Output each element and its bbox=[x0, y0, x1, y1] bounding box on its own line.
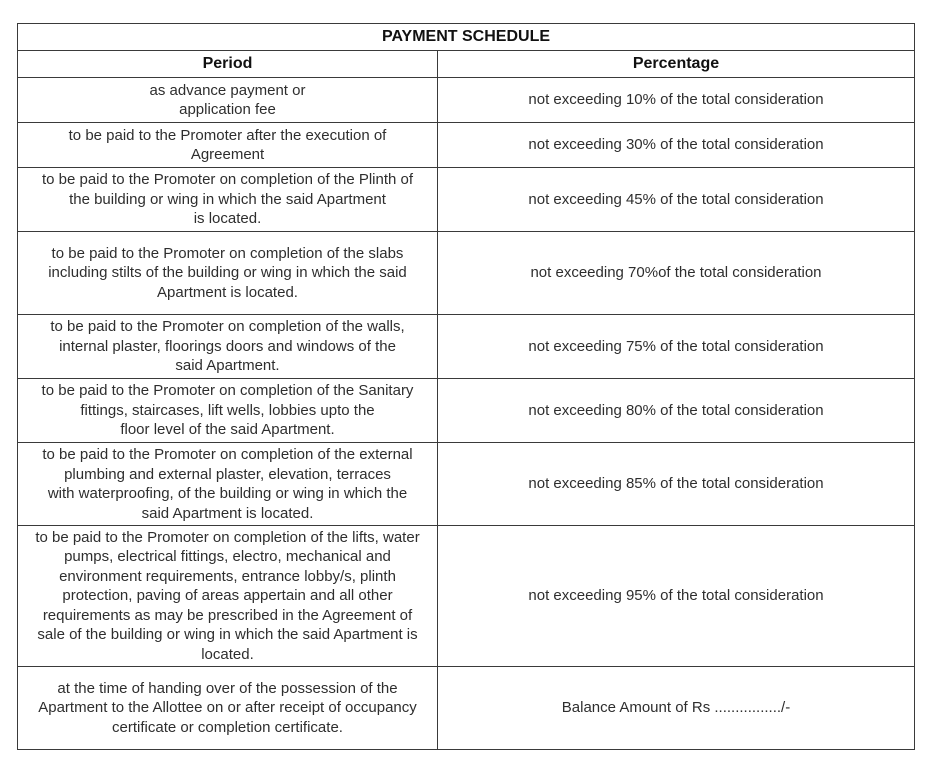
percentage-text: not exceeding 70%of the total consideration bbox=[530, 264, 822, 282]
period-line: floor level of the said Apartment. bbox=[120, 421, 335, 439]
percentage-text: not exceeding 80% of the total consideration bbox=[528, 401, 824, 419]
table-row bbox=[18, 443, 915, 526]
percentage-text: not exceeding 45% of the total consideration bbox=[528, 190, 824, 208]
percentage-cell bbox=[438, 667, 915, 750]
period-line: certificate or completion certificate. bbox=[112, 718, 343, 736]
table-row bbox=[18, 379, 915, 443]
period-line: to be paid to the Promoter on completion of the lifts, water bbox=[35, 528, 420, 546]
period-line: to be paid to the Promoter on completion of the slabs bbox=[51, 244, 404, 262]
period-line: to be paid to the Promoter after the execution of bbox=[68, 126, 387, 144]
percentage-text: not exceeding 75% of the total consideration bbox=[528, 337, 824, 355]
period-line: to be paid to the Promoter on completion of the Plinth of bbox=[41, 171, 414, 189]
period-line: said Apartment is located. bbox=[141, 504, 314, 522]
period-line: protection, paving of areas appertain and all other bbox=[62, 587, 393, 605]
period-line: pumps, electrical fittings, electro, mechanical and bbox=[64, 548, 391, 566]
period-line: to be paid to the Promoter on completion of the external bbox=[42, 446, 413, 463]
period-line: to be paid to the Promoter on completion of the walls, bbox=[50, 318, 405, 336]
period-line: is located. bbox=[193, 210, 262, 228]
percentage-text: not exceeding 30% of the total consideration bbox=[528, 136, 824, 154]
percentage-text: not exceeding 95% of the total consideration bbox=[528, 587, 824, 605]
period-line: with waterproofing, of the building or wing in which the bbox=[47, 485, 408, 502]
period-line: to be paid to the Promoter on completion of the Sanitary bbox=[41, 382, 414, 400]
period-line: sale of the building or wing in which the said Apartment is bbox=[37, 626, 418, 644]
period-line: fittings, staircases, lift wells, lobbies upto the bbox=[80, 401, 375, 419]
table-row bbox=[18, 78, 915, 123]
header-row bbox=[18, 51, 915, 78]
percentage-cell bbox=[438, 168, 915, 232]
percentage-cell bbox=[438, 379, 915, 443]
payment-schedule-table bbox=[17, 23, 915, 750]
percentage-cell bbox=[438, 78, 915, 123]
percentage-cell bbox=[438, 232, 915, 315]
schedule-body bbox=[18, 78, 915, 750]
period-line: the building or wing in which the said Apartment bbox=[69, 190, 386, 208]
period-line: requirements as may be prescribed in the Agreement of bbox=[42, 606, 413, 624]
period-cell bbox=[18, 667, 438, 750]
table-row bbox=[18, 168, 915, 232]
percentage-text: not exceeding 85% of the total consideration bbox=[528, 475, 824, 493]
table-title: PAYMENT SCHEDULE bbox=[18, 24, 915, 51]
percentage-cell bbox=[438, 123, 915, 168]
table-row bbox=[18, 667, 915, 750]
period-cell bbox=[18, 379, 438, 443]
period-line: at the time of handing over of the possession of the bbox=[57, 679, 398, 697]
title-row bbox=[18, 24, 915, 51]
period-line: internal plaster, floorings doors and windows of the bbox=[59, 337, 396, 355]
period-cell bbox=[18, 78, 438, 123]
table-row bbox=[18, 232, 915, 315]
period-cell bbox=[18, 232, 438, 315]
period-cell bbox=[18, 526, 438, 667]
period-line: as advance payment or bbox=[149, 81, 306, 99]
period-line: located. bbox=[201, 645, 254, 663]
period-line: plumbing and external plaster, elevation, terraces bbox=[64, 465, 391, 483]
period-line: Apartment to the Allottee on or after receipt of occupancy bbox=[38, 699, 417, 717]
period-line: environment requirements, entrance lobby/s, plinth bbox=[59, 567, 396, 585]
percentage-cell bbox=[438, 443, 915, 526]
period-line: Apartment is located. bbox=[157, 283, 298, 301]
period-cell bbox=[18, 443, 438, 526]
table-row bbox=[18, 123, 915, 168]
percentage-cell bbox=[438, 315, 915, 379]
period-cell bbox=[18, 123, 438, 168]
percentage-cell bbox=[438, 526, 915, 667]
period-header: Period bbox=[18, 51, 438, 78]
period-line: application fee bbox=[179, 101, 276, 118]
percentage-header: Percentage bbox=[438, 51, 915, 78]
percentage-text: not exceeding 10% of the total consideration bbox=[528, 91, 824, 109]
period-line: Agreement bbox=[190, 146, 265, 163]
table-row bbox=[18, 526, 915, 667]
percentage-text: Balance Amount of Rs ................/- bbox=[561, 699, 791, 717]
period-cell bbox=[18, 168, 438, 232]
period-line: including stilts of the building or wing in which the said bbox=[48, 264, 407, 282]
table-row bbox=[18, 315, 915, 379]
period-cell bbox=[18, 315, 438, 379]
period-line: said Apartment. bbox=[175, 357, 280, 375]
